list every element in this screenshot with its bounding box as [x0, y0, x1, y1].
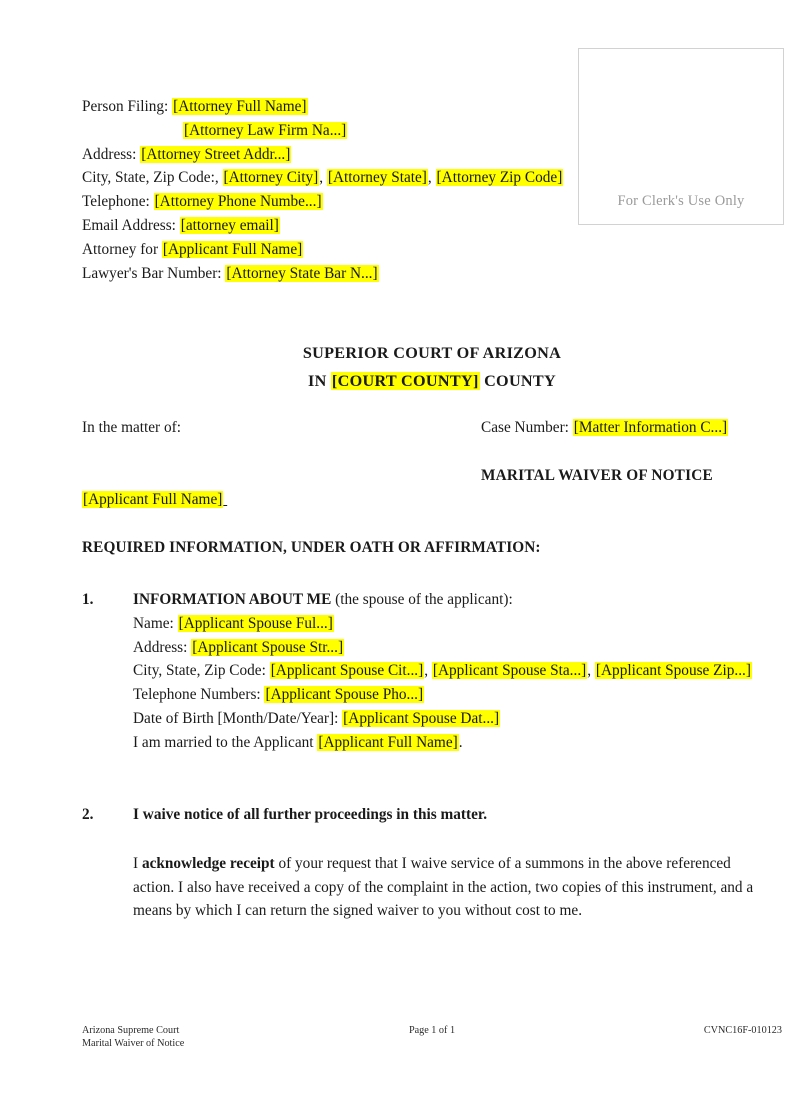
married-applicant-name-field[interactable]: [Applicant Full Name] [318, 733, 458, 751]
section-1 [82, 588, 772, 755]
footer-page-number: Page 1 of 1 [408, 1025, 456, 1036]
spouse-telephone-label: Telephone Numbers: [133, 686, 261, 704]
married-to-applicant-suffix: . [458, 733, 463, 751]
spouse-dob-field[interactable]: [Applicant Spouse Dat...] [343, 709, 500, 727]
court-heading-line2 [82, 367, 782, 395]
case-number-field[interactable]: [Matter Information C...] [573, 419, 728, 436]
address-label: Address: [82, 145, 137, 163]
section-1-heading-regular: (the spouse of the applicant): [335, 591, 513, 608]
court-county-field[interactable]: [COURT COUNTY] [331, 372, 479, 390]
bar-number-line [82, 262, 572, 286]
spouse-name-label: Name: [133, 614, 174, 632]
attorney-email-field[interactable]: [attorney email] [180, 216, 279, 234]
court-heading [82, 339, 782, 395]
spouse-telephone-field[interactable]: [Applicant Spouse Pho...] [265, 686, 424, 704]
married-to-applicant-line [133, 731, 772, 755]
spouse-address-line [133, 636, 772, 660]
footer-court-name: Arizona Supreme Court [82, 1025, 180, 1036]
section-2 [82, 803, 772, 923]
city-state-zip-line: City, State, Zip Code:, [Attorney City], [Attorney State], [Attorney Zip Code] [82, 169, 563, 187]
footer-row-1 [82, 1024, 782, 1037]
clerk-use-label: For Clerk's Use Only [617, 193, 745, 209]
person-filing-line [82, 95, 572, 119]
spouse-address-field[interactable]: [Applicant Spouse Str...] [192, 638, 344, 656]
spouse-dob-label: Date of Birth [Month/Date/Year]: [133, 709, 339, 727]
section-1-body [82, 612, 772, 755]
attorney-for-label: Attorney for [82, 240, 159, 258]
paragraph-lead: I [133, 854, 139, 872]
footer-form-name: Marital Waiver of Notice [82, 1038, 185, 1049]
attorney-full-name-field[interactable]: [Attorney Full Name] [173, 98, 307, 115]
law-firm-line [82, 119, 572, 143]
case-number-line [481, 419, 728, 437]
spouse-state-field[interactable]: [Applicant Spouse Sta...] [432, 662, 587, 680]
court-heading-in: IN [307, 372, 327, 390]
acknowledge-receipt-bold: acknowledge receipt [141, 854, 275, 872]
section-1-heading-bold: INFORMATION ABOUT ME [133, 591, 332, 608]
section-1-heading [82, 588, 772, 612]
section-2-number: 2. [82, 806, 94, 823]
section-1-number: 1. [82, 591, 94, 608]
footer-form-code: CVNC16F-010123 [703, 1025, 782, 1036]
address-line [82, 143, 572, 167]
attorney-for-line [82, 238, 572, 262]
telephone-line [82, 190, 572, 214]
bar-number-label: Lawyer's Bar Number: [82, 264, 222, 282]
spouse-zip-field[interactable]: [Applicant Spouse Zip...] [595, 662, 751, 680]
attorney-phone-field[interactable]: [Attorney Phone Numbe...] [154, 193, 322, 211]
city-state-zip-label: City, State, Zip Code:, [82, 169, 219, 187]
spouse-dob-line [133, 707, 772, 731]
spouse-telephone-line [133, 683, 772, 707]
spouse-city-state-zip-label: City, State, Zip Code: [133, 662, 266, 680]
applicant-name-field[interactable]: [Applicant Full Name] [83, 491, 223, 508]
document-title: MARITAL WAIVER OF NOTICE [481, 467, 713, 484]
married-to-applicant-prefix: I am married to the Applicant [133, 733, 314, 751]
applicant-name-rule [223, 491, 227, 508]
email-label: Email Address: [82, 216, 176, 234]
spouse-address-label: Address: [133, 638, 188, 656]
spouse-city-state-zip-line: City, State, Zip Code: [Applicant Spouse Cit...], [Applicant Spouse Sta...], [Applicant Spouse Zip...] [133, 662, 751, 680]
section-2-paragraph [82, 852, 772, 923]
required-information-heading: REQUIRED INFORMATION, UNDER OATH OR AFFIRMATION: [82, 539, 541, 556]
page-footer [82, 1024, 782, 1050]
spouse-name-line [133, 612, 772, 636]
spouse-city-field[interactable]: [Applicant Spouse Cit...] [270, 662, 424, 680]
spouse-name-field[interactable]: [Applicant Spouse Ful...] [178, 614, 333, 632]
court-heading-line1: SUPERIOR COURT OF ARIZONA [302, 344, 562, 362]
attorney-law-firm-field[interactable]: [Attorney Law Firm Na...] [184, 121, 347, 139]
attorney-street-address-field[interactable]: [Attorney Street Addr...] [141, 145, 291, 163]
attorney-bar-number-field[interactable]: [Attorney State Bar N...] [226, 264, 378, 282]
email-line [82, 214, 572, 238]
clerk-use-box [578, 48, 784, 225]
attorney-city-field[interactable]: [Attorney City] [223, 169, 319, 187]
section-1-heading-text [133, 591, 513, 608]
telephone-label: Telephone: [82, 193, 150, 211]
applicant-name-line [82, 491, 227, 509]
paragraph-rest: of your request that I waive service of a summons in the above referenced action. I also have received a copy of the complaint in the action, two copies of this instrument, and a means by which I can return the signed waiver to you without cost to me. [133, 854, 754, 920]
in-the-matter-of-label: In the matter of: [82, 419, 181, 436]
footer-row-2 [82, 1037, 782, 1050]
applicant-full-name-field[interactable]: [Applicant Full Name] [162, 240, 303, 258]
section-2-heading [82, 803, 772, 827]
court-heading-county: COUNTY [484, 372, 557, 390]
caption-block [82, 95, 572, 285]
attorney-state-field[interactable]: [Attorney State] [327, 169, 427, 187]
section-2-heading-text: I waive notice of all further proceedings in this matter. [133, 806, 488, 823]
attorney-zip-field[interactable]: [Attorney Zip Code] [436, 169, 563, 187]
person-filing-label: Person Filing: [82, 98, 169, 115]
case-number-label: Case Number: [481, 419, 569, 436]
